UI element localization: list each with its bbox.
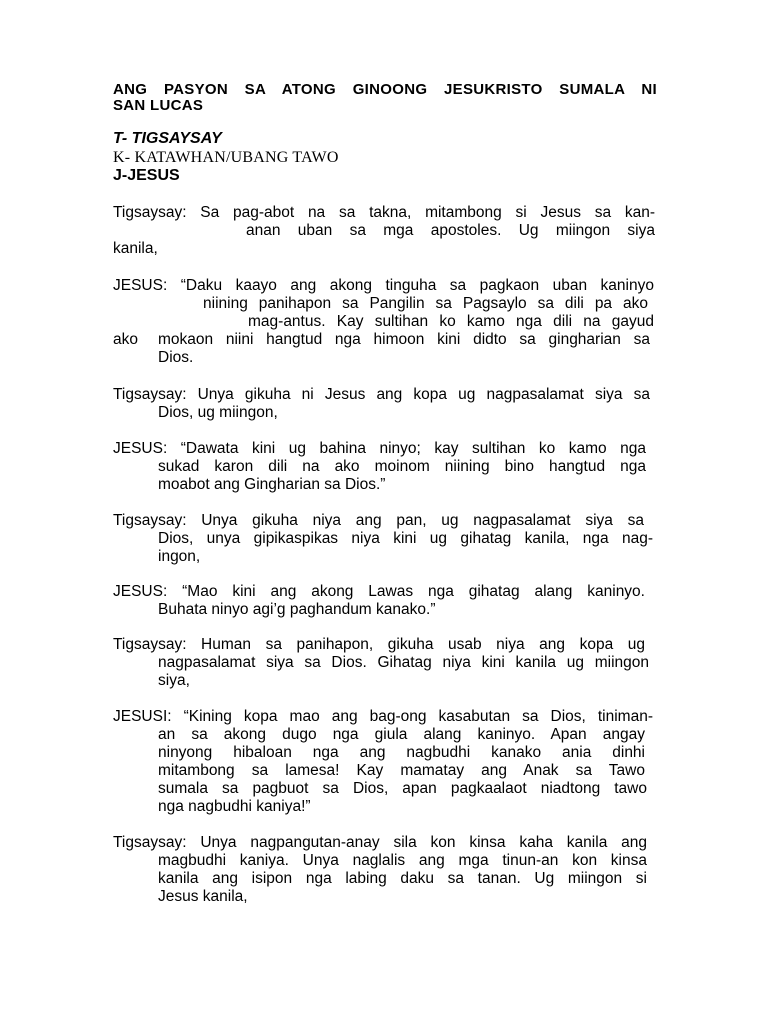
paragraph-line: JESUS: “Mao kini ang akong Lawas nga gihatag alang kaninyo. [113, 583, 645, 600]
legend-narrator: T- TIGSAYSAY [113, 130, 222, 147]
paragraph-line: niining panihapon sa Pangilin sa Pagsaylo sa dili pa ako [203, 295, 648, 312]
paragraph-line: mag-antus. Kay sultihan ko kamo nga dili na gayud [248, 313, 654, 330]
paragraph-line: an sa akong dugo nga giula alang kaninyo. Apan angay [158, 726, 645, 743]
document-title-line-2: SAN LUCAS [113, 97, 204, 114]
paragraph-line: Tigsaysay: Unya gikuha ni Jesus ang kopa ug nagpasalamat siya sa [113, 386, 650, 403]
paragraph-line: siya, [158, 672, 190, 689]
paragraph-line: sumala sa pagbuot sa Dios, apan pagkaalaot niadtong tawo [158, 780, 647, 797]
paragraph-line: kanila, [113, 240, 158, 257]
paragraph-line: Buhata ninyo agi’g paghandum kanako.” [158, 601, 436, 618]
paragraph-line: Dios, ug miingon, [158, 404, 278, 421]
paragraph-line: JESUS: “Dawata kini ug bahina ninyo; kay sultihan ko kamo nga [113, 440, 646, 457]
paragraph-line: Jesus kanila, [158, 888, 248, 905]
paragraph-line: magbudhi kaniya. Unya naglalis ang mga tinun-an kon kinsa [158, 852, 647, 869]
paragraph-line: mokaon niini hangtud nga himoon kini didto sa gingharian sa [158, 331, 650, 348]
paragraph-line: nagpasalamat siya sa Dios. Gihatag niya kini kanila ug miingon [158, 654, 649, 671]
paragraph-line: Tigsaysay: Unya gikuha niya ang pan, ug nagpasalamat siya sa [113, 512, 644, 529]
paragraph-line: Tigsaysay: Unya nagpangutan-anay sila kon kinsa kaha kanila ang [113, 834, 647, 851]
paragraph-line: ninyong hibaloan nga ang nagbudhi kanako ania dinhi [158, 744, 645, 761]
paragraph-line: nga nagbudhi kaniya!” [158, 798, 311, 815]
paragraph-line: kanila ang isipon nga labing daku sa tanan. Ug miingon si [158, 870, 647, 887]
paragraph-line: ingon, [158, 548, 201, 565]
paragraph-line: sukad karon dili na ako moinom niining bino hangtud nga [158, 458, 646, 475]
paragraph-line: ako [113, 331, 138, 348]
paragraph-line: Tigsaysay: Sa pag-abot na sa takna, mitambong si Jesus sa kan- [113, 204, 655, 221]
paragraph-line: Dios, unya gipikaspikas niya kini ug gihatag kanila, nga nag- [158, 530, 653, 547]
paragraph-line: Dios. [158, 349, 194, 366]
paragraph-line: JESUS: “Daku kaayo ang akong tinguha sa pagkaon uban kaninyo [113, 277, 654, 294]
paragraph-line: moabot ang Gingharian sa Dios.” [158, 476, 386, 493]
legend-jesus: J-JESUS [113, 167, 180, 184]
paragraph-line: anan uban sa mga apostoles. Ug miingon siya [246, 222, 655, 239]
paragraph-line: Tigsaysay: Human sa panihapon, gikuha usab niya ang kopa ug [113, 636, 645, 653]
paragraph-line: JESUSI: “Kining kopa mao ang bag-ong kasabutan sa Dios, tiniman- [113, 708, 653, 725]
document-title-line-1: ANG PASYON SA ATONG GINOONG JESUKRISTO SUMALA NI [113, 81, 657, 98]
paragraph-line: mitambong sa lamesa! Kay mamatay ang Anak sa Tawo [158, 762, 645, 779]
legend-people: K- KATAWHAN/UBANG TAWO [113, 149, 339, 166]
